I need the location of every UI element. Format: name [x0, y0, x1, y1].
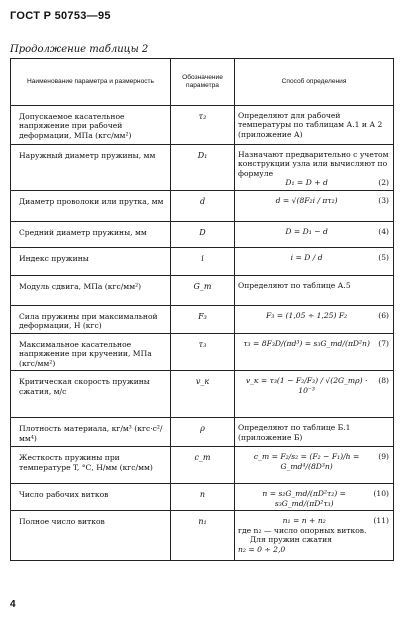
parameter-symbol: τ₃	[171, 333, 235, 370]
determination-method	[235, 511, 394, 561]
formula: D = D₁ − d	[285, 226, 328, 236]
method-text: Определяют по таблице Б.1 (приложение Б)	[238, 423, 351, 442]
determination-method	[235, 190, 394, 221]
parameter-symbol: n	[171, 484, 235, 511]
determination-method	[235, 106, 394, 145]
table-header-row	[11, 59, 394, 106]
formula-number: (4)	[378, 226, 389, 236]
table-row	[11, 418, 394, 447]
parameter-symbol: c_т	[171, 447, 235, 484]
table-row	[11, 275, 394, 305]
formula: τ₃ = 8F₃D/(πd³) = s₃G_тd/(πD²n)	[243, 338, 370, 348]
note-text: где n₂ — число опорных витков.	[238, 525, 367, 535]
determination-method	[235, 221, 394, 247]
determination-method	[235, 418, 394, 447]
parameter-symbol: v_к	[171, 371, 235, 418]
formula-number: (5)	[378, 252, 389, 262]
parameter-name: Диаметр проволоки или прутка, мм	[11, 190, 171, 221]
determination-method	[235, 333, 394, 370]
formula: D₁ = D + d	[285, 178, 328, 188]
parameter-symbol: i	[171, 247, 235, 275]
parameter-name: Число рабочих витков	[11, 484, 171, 511]
formula: n = s₂G_тd/(πD²τ₂) = s₃G_тd/(πD²τ₃)	[262, 489, 346, 508]
table-continuation-caption: Продолжение таблицы 2	[10, 44, 149, 55]
table-row	[11, 305, 394, 333]
parameter-name: Критическая скорость пружины сжатия, м/с	[11, 371, 171, 418]
table-row	[11, 371, 394, 418]
formula-number: (9)	[378, 452, 389, 462]
formula-number: (2)	[378, 178, 389, 188]
formula-number: (6)	[378, 310, 389, 320]
table-row	[11, 447, 394, 484]
table-row	[11, 190, 394, 221]
parameter-name: Допускаемое касательное напряжение при рабочей деформации, МПа (кгс/мм²)	[11, 106, 171, 145]
formula: n₁ = n + n₂	[282, 516, 326, 526]
determination-method	[235, 447, 394, 484]
parameter-symbol: ρ	[171, 418, 235, 447]
table-row	[11, 484, 394, 511]
method-text: Определяют по таблице А.5	[238, 280, 351, 290]
parameter-name: Модуль сдвига, МПа (кгс/мм²)	[11, 275, 171, 305]
determination-method	[235, 305, 394, 333]
formula-number: (10)	[373, 489, 389, 499]
parameter-symbol: τ₂	[171, 106, 235, 145]
table-row	[11, 247, 394, 275]
table-row	[11, 511, 394, 561]
determination-method	[235, 484, 394, 511]
parameter-symbol: D	[171, 221, 235, 247]
determination-method	[235, 145, 394, 191]
note-text-2: Для пружин сжатия	[250, 535, 332, 545]
method-text: Определяют для рабочей температуры по таблицам А.1 и А 2 (приложение А)	[238, 111, 383, 139]
parameter-name: Сила пружины при максимальной деформации, Н (кгс)	[11, 305, 171, 333]
parameter-name: Жесткость пружины при температуре T, °С, Н/мм (кгс/мм)	[11, 447, 171, 484]
determination-method	[235, 247, 394, 275]
parameter-symbol: n₁	[171, 511, 235, 561]
formula: d = √(8F₂i / πτ₂)	[275, 195, 338, 205]
document-header: ГОСТ Р 50753—95	[10, 10, 111, 22]
parameter-symbol: d	[171, 190, 235, 221]
formula-secondary: n₂ = 0 ÷ 2,0	[238, 544, 286, 554]
parameter-name: Плотность материала, кг/м³ (кгс·с²/мм⁴)	[11, 418, 171, 447]
parameter-name: Индекс пружины	[11, 247, 171, 275]
page-number: 4	[10, 599, 16, 610]
parameter-symbol: F₃	[171, 305, 235, 333]
table-row	[11, 221, 394, 247]
column-header-method: Способ определения	[235, 59, 394, 106]
parameter-name: Средний диаметр пружины, мм	[11, 221, 171, 247]
determination-method	[235, 371, 394, 418]
formula: i = D / d	[290, 252, 323, 262]
table-row	[11, 106, 394, 145]
column-header-name: Наименование параметра и размерность	[11, 59, 171, 106]
formula-number: (3)	[378, 195, 389, 205]
formula-number: (8)	[378, 376, 389, 386]
parameter-name: Полное число витков	[11, 511, 171, 561]
table-row	[11, 145, 394, 191]
formula: c_т = F₂/s₂ = (F₂ − F₁)/h = G_тd⁴/(8D³n)	[253, 452, 360, 471]
method-text: Назначают предварительно с учетом конструкции узла или вычисляют по формуле	[238, 150, 389, 178]
table-row	[11, 333, 394, 370]
parameters-table	[10, 58, 394, 561]
determination-method	[235, 275, 394, 305]
column-header-symbol: Обозначение параметра	[171, 59, 235, 106]
parameter-symbol: G_т	[171, 275, 235, 305]
formula: F₃ = (1,05 ÷ 1,25) F₂	[266, 310, 348, 320]
parameter-name: Наружный диаметр пружины, мм	[11, 145, 171, 191]
formula-number: (11)	[373, 516, 389, 526]
formula-number: (7)	[378, 338, 389, 348]
parameter-symbol: D₁	[171, 145, 235, 191]
parameter-name: Максимальное касательное напряжение при кручении, МПа (кгс/мм²)	[11, 333, 171, 370]
formula: v_к = τ₃(1 − F₂/F₃) / √(2G_тρ) · 10⁻³	[245, 376, 368, 395]
